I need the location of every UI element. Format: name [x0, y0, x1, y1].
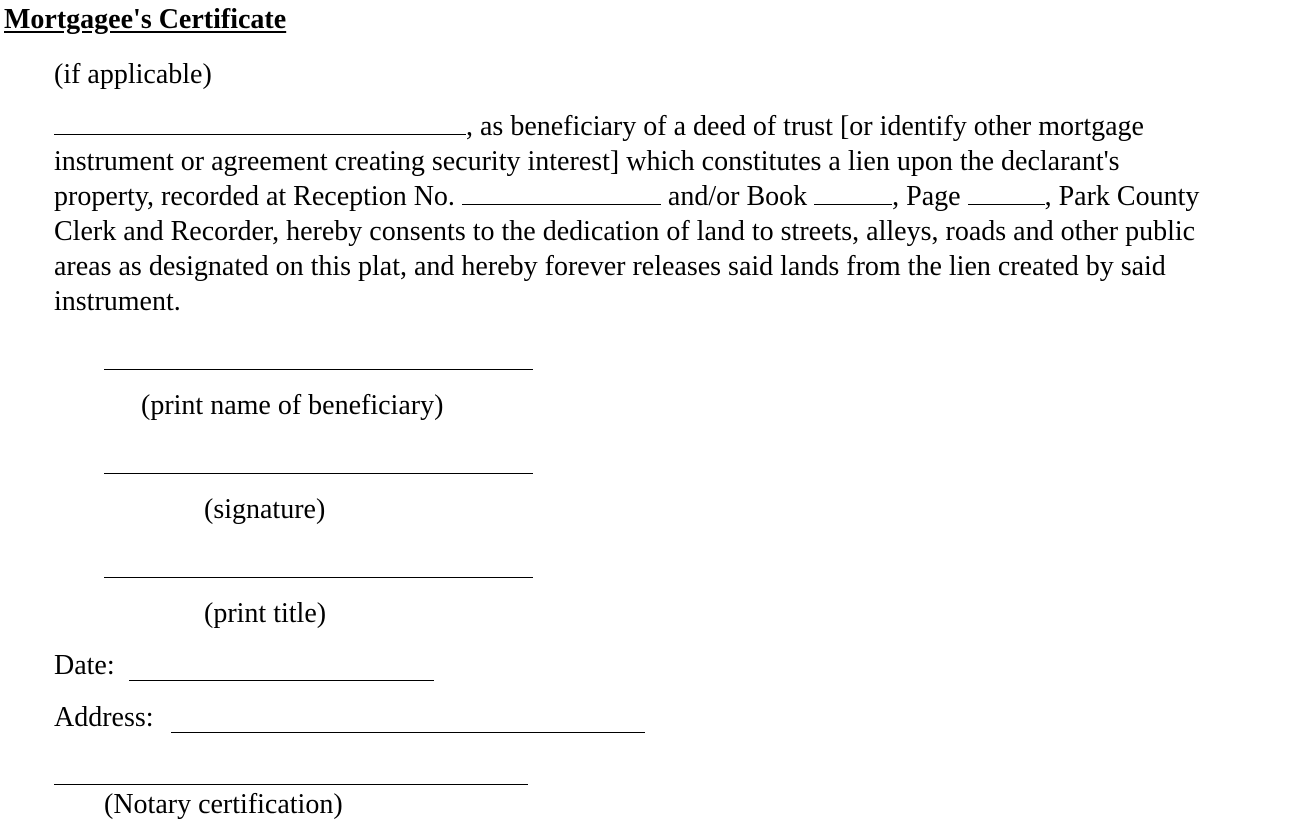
book-blank[interactable] [814, 180, 892, 205]
paragraph-line-5: areas as designated on this plat, and hereby forever releases said lands from the lien created by said [54, 251, 1166, 282]
paragraph-line-3 [54, 179, 1306, 214]
reception-label: property, recorded at Reception No. [54, 181, 455, 212]
page-blank[interactable] [968, 180, 1045, 205]
consent-paragraph [54, 109, 1306, 319]
paragraph-line-4: Clerk and Recorder, hereby consents to the dedication of land to streets, alleys, roads and other public [54, 216, 1196, 247]
date-line[interactable] [129, 680, 434, 681]
beneficiary-name-label: (print name of beneficiary) [141, 390, 444, 421]
subtitle: (if applicable) [54, 59, 212, 90]
address-label: Address: [54, 702, 154, 733]
notary-label: (Notary certification) [104, 789, 343, 820]
address-line[interactable] [171, 732, 645, 733]
paragraph-line-6: instrument. [54, 286, 181, 317]
beneficiary-name-blank[interactable] [54, 110, 466, 135]
signature-label: (signature) [204, 494, 326, 525]
paragraph-line-1 [54, 109, 1306, 144]
print-title-line[interactable] [104, 577, 533, 578]
print-title-label: (print title) [204, 598, 327, 629]
reception-number-blank[interactable] [462, 180, 661, 205]
county-text: , Park County [1044, 181, 1200, 212]
notary-line[interactable] [54, 784, 528, 785]
book-label: and/or Book [667, 181, 808, 212]
page-title: Mortgagee's Certificate [4, 4, 287, 35]
date-label: Date: [54, 650, 115, 681]
paragraph-line-1-text: , as beneficiary of a deed of trust [or identify other mortgage [466, 111, 1144, 142]
paragraph-line-2: instrument or agreement creating security interest] which constitutes a lien upon the declarant's [54, 146, 1120, 177]
beneficiary-name-line[interactable] [104, 369, 533, 370]
signature-line[interactable] [104, 473, 533, 474]
page-label: , Page [892, 181, 961, 212]
